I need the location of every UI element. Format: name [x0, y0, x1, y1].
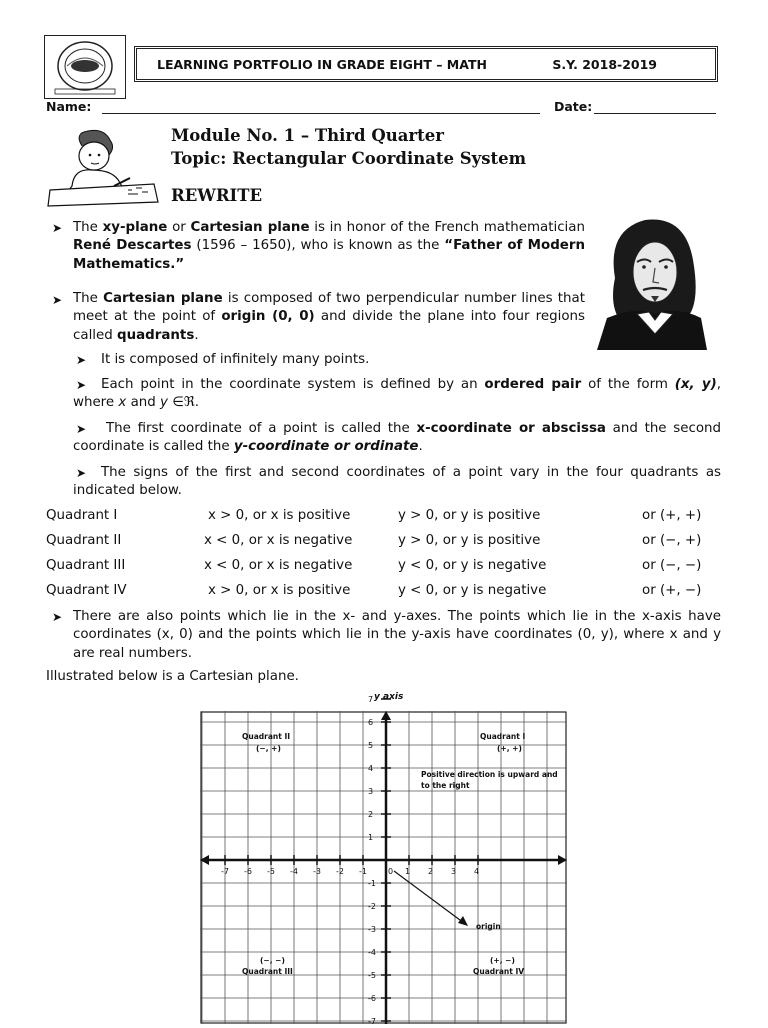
sign-pair: or (−, +) — [642, 533, 702, 548]
text: of the form — [581, 377, 675, 392]
quadrant-i-sign: (+, +) — [497, 744, 522, 753]
text: . — [418, 439, 423, 455]
x-condition: x > 0, or x is positive — [208, 508, 351, 523]
paragraph-cartesian-plane — [73, 290, 585, 345]
x-tick-label: -1 — [359, 867, 367, 876]
subpoint-infinite-points: It is composed of infinitely many points. — [101, 352, 370, 367]
x-tick-label: 1 — [405, 867, 411, 876]
text: and the second coordinate is called the — [73, 421, 721, 455]
text: The first coordinate of a point is called the — [106, 421, 417, 436]
origin-pointer-line — [394, 871, 464, 923]
quadrant-iii-label: Quadrant III — [242, 967, 293, 976]
term-cartesian-plane: Cartesian plane — [103, 291, 223, 306]
quadrant-i-label: Quadrant I — [480, 732, 526, 741]
term-rene-descartes: René Descartes — [73, 238, 192, 254]
topic-title: Topic: Rectangular Coordinate System — [171, 149, 527, 168]
header-banner — [134, 46, 718, 82]
direction-note-line2: to the right — [421, 781, 470, 790]
quadrant-ii-label: Quadrant II — [242, 732, 291, 741]
x-condition: x > 0, or x is positive — [208, 583, 351, 598]
sign-pair: or (+, −) — [642, 583, 702, 598]
y-tick-label: 7 — [368, 695, 374, 704]
bullet-arrow-icon: ➤ — [52, 221, 63, 235]
illustration-caption: Illustrated below is a Cartesian plane. — [46, 669, 299, 684]
subpoint-coordinates — [73, 420, 721, 457]
origin-label: origin — [476, 922, 501, 931]
bullet-arrow-icon: ➤ — [76, 422, 87, 436]
subpoint-signs: The signs of the first and second coordinates of a point vary in the four quadrants as indicated below. — [73, 465, 721, 499]
y-tick-label: 2 — [368, 810, 374, 819]
date-label: Date: — [554, 99, 593, 114]
y-tick-label: -4 — [368, 948, 376, 957]
x-tick-label: 4 — [474, 867, 480, 876]
y-axis-label: y axis — [374, 692, 404, 702]
paragraph-axes-points: There are also points which lie in the x- and y-axes. The points which lie in the x-axis have coordinates (x, 0) and the points which lie in the y-axis have coordinates (0, y), where x and y are real numbers. — [73, 609, 721, 661]
text: and divide the plane into four regions called — [73, 309, 585, 343]
bullet-arrow-icon: ➤ — [52, 293, 63, 307]
y-tick-label: -3 — [368, 925, 376, 934]
quadrant-name: Quadrant I — [46, 508, 118, 523]
x-tick-label: 0 — [388, 867, 394, 876]
direction-note-line1: Positive direction is upward and — [421, 770, 558, 779]
term-ordered-pair: ordered pair — [484, 377, 582, 392]
y-condition: y > 0, or y is positive — [398, 508, 541, 523]
bullet-arrow-icon: ➤ — [76, 353, 87, 367]
quadrant-name: Quadrant III — [46, 558, 126, 573]
y-tick-label: -5 — [368, 971, 376, 980]
text: is composed of two perpendicular number lines that meet at the point of — [73, 291, 585, 325]
term-origin: origin (0, 0) — [221, 309, 315, 325]
term-xy-plane: xy-plane — [102, 220, 168, 235]
section-heading: REWRITE — [171, 186, 263, 205]
x-condition: x < 0, or x is negative — [204, 533, 353, 548]
text: is in honor of the French mathematician — [309, 220, 585, 235]
origin-pointer-arrowhead-icon — [458, 916, 468, 926]
name-blank-line[interactable] — [102, 113, 540, 114]
term-ordinate: y-coordinate or ordinate — [233, 439, 419, 455]
text: . — [194, 327, 199, 343]
quadrant-name: Quadrant IV — [46, 583, 127, 598]
bullet-arrow-icon: ➤ — [52, 610, 63, 624]
x-tick-label: -6 — [244, 867, 252, 876]
text: (1596 – 1650), who is known as the — [191, 238, 445, 254]
y-condition: y < 0, or y is negative — [398, 558, 547, 573]
text: The — [73, 220, 103, 235]
x-tick-label: -5 — [267, 867, 275, 876]
y-tick-label: -2 — [368, 902, 376, 911]
quadrant-sign-table — [46, 508, 726, 604]
subpoint-ordered-pair — [73, 376, 721, 413]
var-x: x — [118, 395, 127, 411]
portfolio-title: LEARNING PORTFOLIO IN GRADE EIGHT – MATH — [157, 56, 487, 72]
text: or — [167, 220, 191, 235]
x-tick-label: 3 — [451, 867, 457, 876]
bullet-arrow-icon: ➤ — [76, 466, 87, 480]
x-condition: x < 0, or x is negative — [204, 558, 353, 573]
descartes-portrait — [597, 210, 707, 350]
y-condition: y < 0, or y is negative — [398, 583, 547, 598]
y-tick-label: 5 — [368, 741, 374, 750]
term-abscissa: x-coordinate or abscissa — [416, 421, 606, 436]
term-quadrants: quadrants — [117, 327, 195, 343]
y-tick-label: 1 — [368, 833, 374, 842]
quadrant-iv-label: Quadrant IV — [473, 967, 525, 976]
text: and — [126, 395, 161, 411]
paragraph-xy-plane — [73, 219, 585, 274]
text: , where — [73, 377, 721, 411]
x-tick-label: -4 — [290, 867, 298, 876]
school-logo — [44, 35, 126, 99]
x-tick-label: -3 — [313, 867, 321, 876]
name-label: Name: — [46, 99, 92, 114]
y-tick-label: -1 — [368, 879, 376, 888]
y-condition: y > 0, or y is positive — [398, 533, 541, 548]
y-tick-label: 3 — [368, 787, 374, 796]
school-year: S.Y. 2018-2019 — [552, 56, 657, 72]
quadrant-name: Quadrant II — [46, 533, 122, 548]
quadrant-iv-sign: (+, −) — [490, 956, 515, 965]
term-father-of-math: “Father of Modern Mathematics.” — [73, 238, 585, 272]
y-tick-label: -6 — [368, 994, 376, 1003]
x-tick-label: -2 — [336, 867, 344, 876]
plane-border — [201, 712, 566, 1023]
term-xy-pair: (x, y) — [674, 377, 717, 392]
student-writing-illustration — [44, 128, 162, 208]
date-blank-line[interactable] — [594, 113, 716, 114]
y-tick-label: -7 — [368, 1017, 376, 1026]
sign-pair: or (−, −) — [642, 558, 702, 573]
bullet-arrow-icon: ➤ — [76, 378, 87, 392]
x-tick-label: -7 — [221, 867, 229, 876]
var-y: y — [160, 395, 168, 411]
module-title: Module No. 1 – Third Quarter — [171, 126, 444, 145]
text: The — [73, 291, 104, 306]
y-tick-label: 4 — [368, 764, 374, 773]
quadrant-iii-sign: (−, −) — [260, 956, 285, 965]
x-tick-label: 2 — [428, 867, 434, 876]
text: Each point in the coordinate system is defined by an — [101, 377, 485, 392]
quadrant-ii-sign: (−, +) — [256, 744, 281, 753]
grid-lines — [200, 711, 567, 1024]
term-cartesian-plane: Cartesian plane — [190, 220, 310, 235]
y-tick-label: 6 — [368, 718, 374, 727]
text: ∈ℜ. — [167, 395, 200, 411]
sign-pair: or (+, +) — [642, 508, 702, 523]
